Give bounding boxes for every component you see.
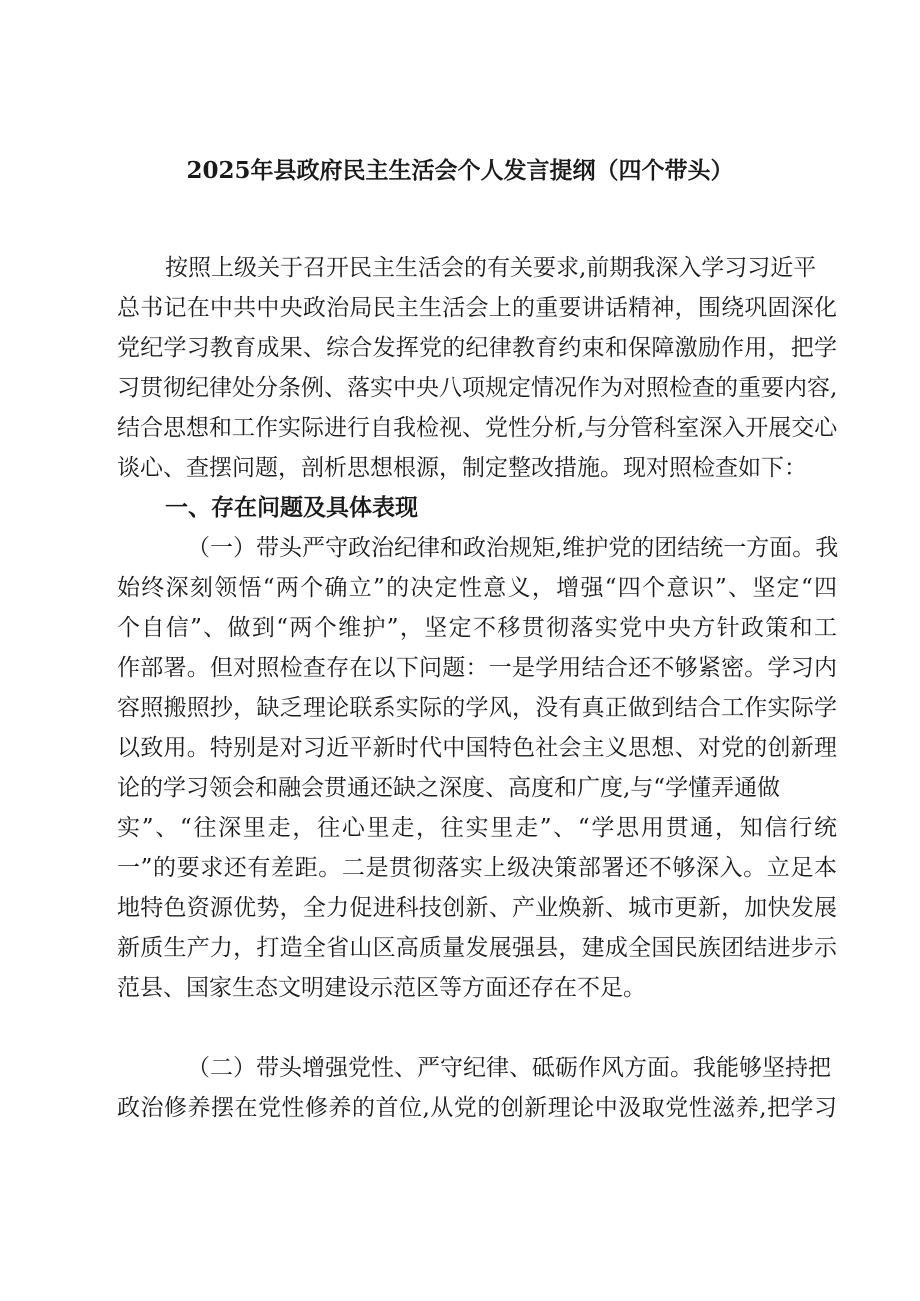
body-line: 按照上级关于召开民主生活会的有关要求,前期我深入学习习近平 <box>165 255 817 281</box>
body-line: 谈心、查摆问题，剖析思想根源，制定整改措施。现对照检查如下： <box>117 455 807 481</box>
body-line: 习贯彻纪律处分条例、落实中央八项规定情况作为对照检查的重要内容, <box>117 375 838 401</box>
body-line: 党纪学习教育成果、综合发挥党的纪律教育约束和保障激励作用，把学 <box>117 335 837 361</box>
document-title: 2025年县政府民主生活会个人发言提纲（四个带头） <box>186 157 734 184</box>
body-line: 新质生产力，打造全省山区高质量发展强县，建成全国民族团结进步示 <box>117 935 837 961</box>
section-heading: 一、存在问题及具体表现 <box>165 494 418 521</box>
body-line: （一）带头严守政治纪律和政治规矩,维护党的团结统一方面。我 <box>187 535 839 561</box>
body-line: 政治修养摆在党性修养的首位,从党的创新理论中汲取党性滋养,把学习 <box>117 1095 837 1121</box>
body-line: 作部署。但对照检查存在以下问题：一是学用结合还不够紧密。学习内 <box>117 655 837 681</box>
body-line: 容照搬照抄，缺乏理论联系实际的学风，没有真正做到结合工作实际学 <box>117 695 837 721</box>
body-line: （二）带头增强党性、严守纪律、砥砺作风方面。我能够坚持把 <box>187 1055 831 1081</box>
body-line: 个自信”、做到“两个维护”，坚定不移贯彻落实党中央方针政策和工 <box>117 615 837 641</box>
body-line: 实”、“往深里走，往心里走，往实里走”、“学思用贯通，知信行统 <box>117 815 837 841</box>
body-line: 结合思想和工作实际进行自我检视、党性分析,与分管科室深入开展交心 <box>117 415 838 441</box>
body-line: 论的学习领会和融会贯通还缺之深度、高度和广度,与“学懂弄通做 <box>117 775 781 801</box>
body-line: 以致用。特别是对习近平新时代中国特色社会主义思想、对党的创新理 <box>117 735 837 761</box>
body-line: 范县、国家生态文明建设示范区等方面还存在不足。 <box>117 975 646 1001</box>
body-line: 总书记在中共中央政治局民主生活会上的重要讲话精神，围绕巩固深化 <box>117 295 837 321</box>
body-line: 地特色资源优势，全力促进科技创新、产业焕新、城市更新，加快发展 <box>117 895 837 921</box>
body-line: 始终深刻领悟“两个确立”的决定性意义，增强“四个意识”、坚定“四 <box>117 575 837 601</box>
body-line: 一”的要求还有差距。二是贯彻落实上级决策部署还不够深入。立足本 <box>117 855 837 881</box>
